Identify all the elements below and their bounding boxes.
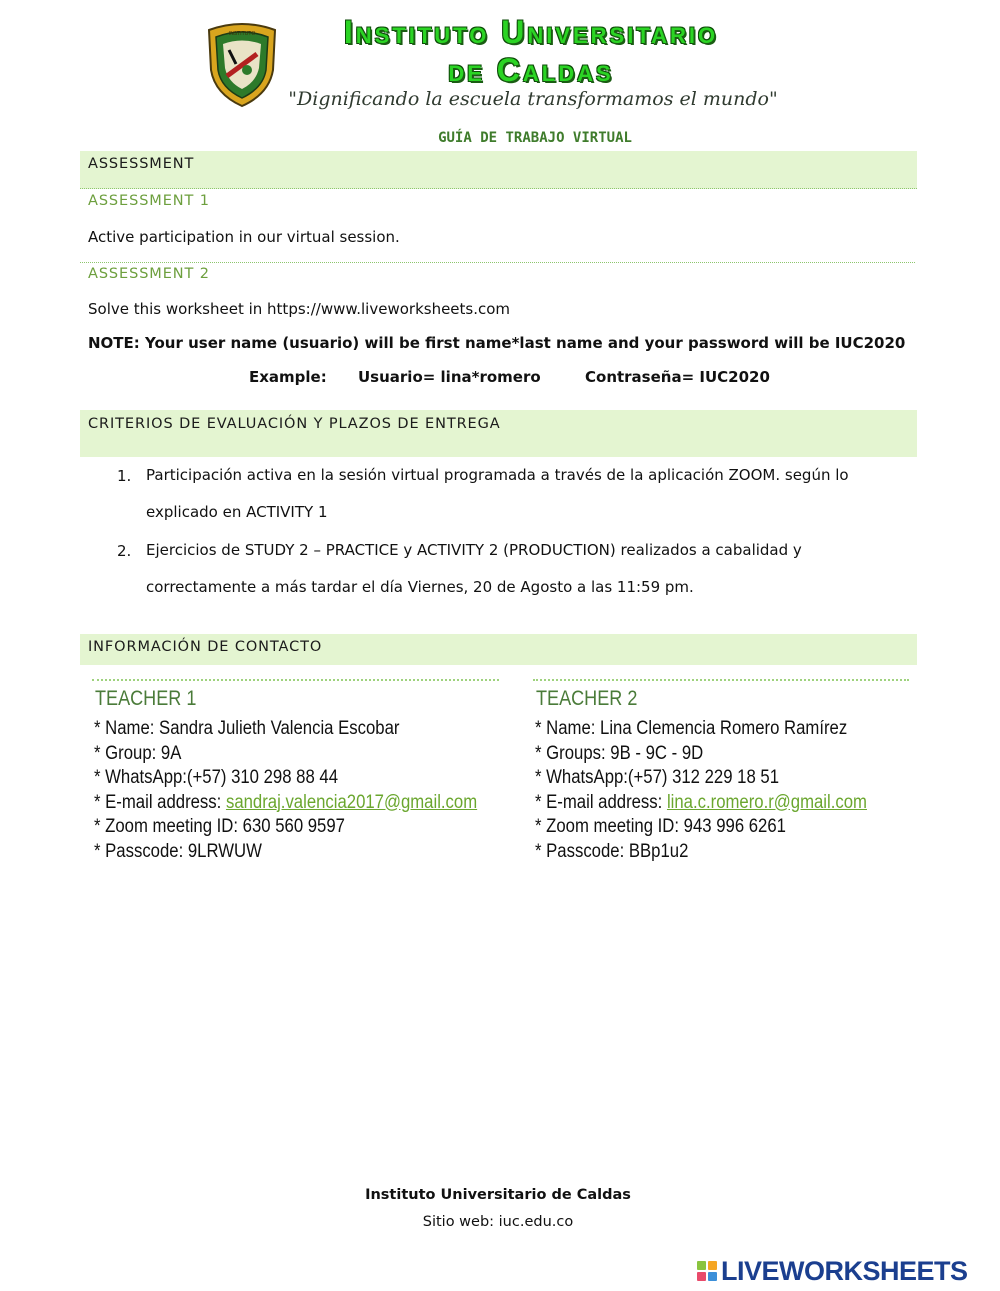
criteria-item-2: Ejercicios de STUDY 2 – PRACTICE y ACTIVITY 2 (PRODUCTION) realizados a cabalidad y correctamente a más tardar el día Viernes, 20 de Agosto a las 11:59 pm. <box>146 541 802 596</box>
teacher-2-group: * Groups: 9B - 9C - 9D <box>535 742 704 764</box>
email-label: * E-mail address: <box>535 791 667 813</box>
contact-heading: INFORMACIÓN DE CONTACTO <box>88 639 323 655</box>
list-item-number: 2. <box>117 542 132 560</box>
teacher-2-title: TEACHER 2 <box>536 687 638 710</box>
divider <box>80 262 915 263</box>
credentials-note: NOTE: Your user name (usuario) will be first name*last name and your password will be IUC2020 <box>88 334 906 352</box>
teacher-1-group: * Group: 9A <box>94 742 182 764</box>
svg-text:INSTITUTO: INSTITUTO <box>228 31 256 37</box>
list-item-number: 1. <box>117 467 132 485</box>
teacher-1-email-link[interactable]: sandraj.valencia2017@gmail.com <box>225 791 478 813</box>
teacher-1-whatsapp: * WhatsApp:(+57) 310 298 88 44 <box>94 767 339 788</box>
teacher-1-title: TEACHER 1 <box>95 687 197 710</box>
assessment-section-bar <box>80 151 917 189</box>
criteria-item-1: Participación activa en la sesión virtual programada a través de la aplicación ZOOM. según lo explicado en ACTIVITY 1 <box>146 466 849 521</box>
footer-institute-name: Instituto Universitario de Caldas <box>365 1187 631 1203</box>
example-username: Usuario= lina*romero <box>358 368 541 386</box>
contact-section-bar <box>80 634 917 665</box>
institute-name-line2: de Caldas <box>448 52 614 88</box>
teacher-1-passcode: * Passcode: 9LRWUW <box>94 840 262 862</box>
teacher-2-card <box>533 679 909 879</box>
teacher-2-zoom-id: * Zoom meeting ID: 943 996 6261 <box>535 816 786 837</box>
guide-title: GUÍA DE TRABAJO VIRTUAL <box>438 130 632 146</box>
teacher-2-email-row <box>535 791 867 816</box>
liveworksheets-logo[interactable] <box>697 1257 968 1285</box>
liveworksheets-mark-icon <box>697 1261 717 1281</box>
teacher-2-passcode: * Passcode: BBp1u2 <box>535 840 689 862</box>
assessment-1-heading: ASSESSMENT 1 <box>88 193 210 209</box>
liveworksheets-wordmark: LIVEWORKSHEETS <box>721 1255 968 1286</box>
teacher-2-email-link[interactable]: lina.c.romero.r@gmail.com <box>666 791 867 813</box>
teacher-1-zoom-id: * Zoom meeting ID: 630 560 9597 <box>94 816 345 837</box>
teacher-1-card <box>92 679 499 879</box>
institute-motto: "Dignificando la escuela transformamos el mundo" <box>288 88 778 110</box>
teacher-1-email-row <box>94 791 478 816</box>
teacher-2-whatsapp: * WhatsApp:(+57) 312 229 18 51 <box>535 767 780 788</box>
assessment-2-heading: ASSESSMENT 2 <box>88 266 210 282</box>
institute-name-line1: Instituto Universitario <box>343 14 719 50</box>
criteria-section-bar <box>80 410 917 457</box>
assessment-2-text: Solve this worksheet in https://www.liveworksheets.com <box>88 300 511 318</box>
footer-website: Sitio web: iuc.edu.co <box>422 1214 574 1230</box>
example-label: Example: <box>249 368 327 386</box>
example-password: Contraseña= IUC2020 <box>585 368 770 386</box>
teacher-1-name: * Name: Sandra Julieth Valencia Escobar <box>94 718 400 739</box>
assessment-heading: ASSESSMENT <box>88 156 195 172</box>
criteria-heading: CRITERIOS DE EVALUACIÓN Y PLAZOS DE ENTREGA <box>88 416 501 432</box>
assessment-1-text: Active participation in our virtual session. <box>88 228 400 246</box>
email-label: * E-mail address: <box>94 791 226 813</box>
teacher-2-name: * Name: Lina Clemencia Romero Ramírez <box>535 718 848 739</box>
